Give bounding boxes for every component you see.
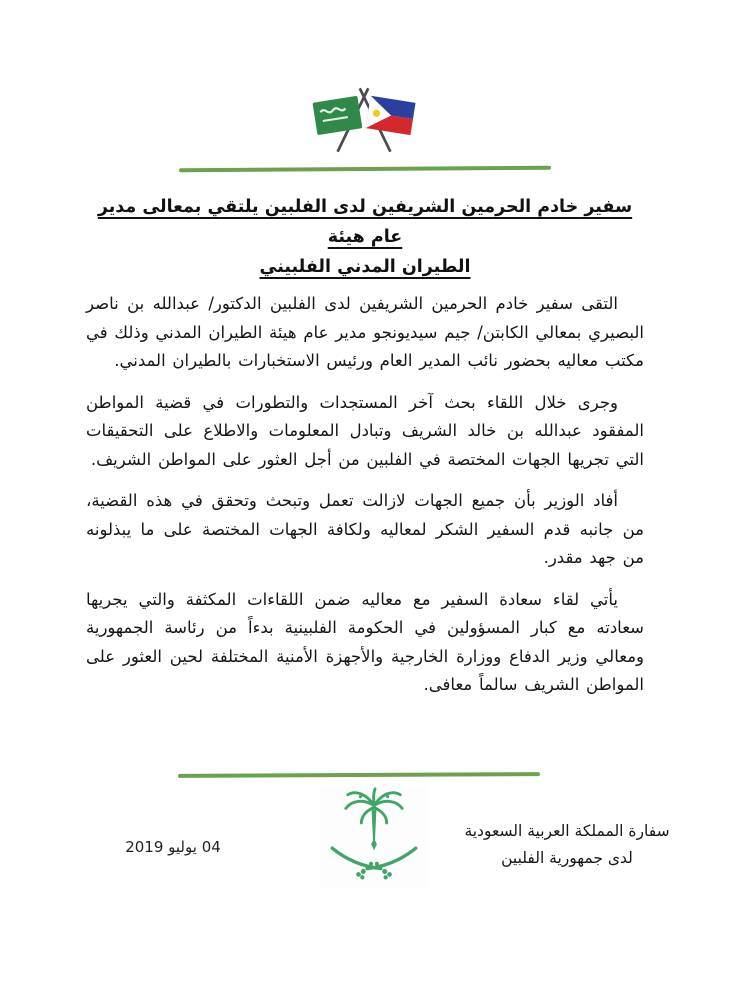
palm-trunk: [371, 809, 377, 850]
paragraph-1: التقى سفير خادم الحرمين الشريفين لدى الفلبين الدكتور/ عبدالله بن ناصر البصيري بمعالي الكابتن/ جيم سيديونجو مدير عام هيئة الطيران المدني وذلك في مكتب معاليه بحضور نائب المدير العام ورئيس الاستخبارات بالطيران المدني.: [86, 294, 644, 370]
saudi-emblem-icon: [320, 786, 428, 888]
philippines-flag-icon: [366, 96, 416, 135]
article-title-line1: سفير خادم الحرمين الشريفين لدى الفلبين يلتقي بمعالى مدير عام هيئة: [97, 197, 633, 247]
article-body: [86, 290, 644, 713]
paragraph-3: أفاد الوزير بأن جميع الجهات لازالت تعمل وتبحث وتحقق في هذه القضية، من جانبه قدم السفير الشكر لمعاليه ولكافة الجهات المختصة على ما يبذلونه من جهد مقدر.: [86, 491, 644, 567]
saudi-flag-icon: [312, 96, 362, 135]
embassy-name: [452, 818, 682, 872]
article-title-line2: الطيران المدني الفلبيني: [259, 257, 471, 277]
paragraph-2: وجرى خلال اللقاء بحث آخر المستجدات والتطورات في قضية المواطن المفقود عبدالله بن خالد الشريف وتبادل المعلومات والاطلاع على التحقيقات التي تجريها الجهات المختصة في الفلبين من أجل العثور على المواطن الشريف.: [86, 392, 644, 469]
embassy-name-line1: سفارة المملكة العربية السعودية: [464, 822, 670, 840]
article-title: [84, 192, 646, 282]
saudi-philippines-flags-icon: [305, 82, 423, 158]
crossed-swords-icon: [332, 848, 416, 879]
top-divider: [179, 166, 551, 173]
bottom-divider: [178, 772, 540, 778]
date-label: 04 يوليو 2019: [125, 838, 221, 856]
paragraph-4: يأتي لقاء سعادة السفير مع معاليه ضمن اللقاءات المكثفة والتي يجريها سعادته مع كبار المسؤولين في الحكومة الفلبينية بدءاً من رئاسة الجمهورية ومعالي وزير الدفاع ووزارة الخارجية والأجهزة الأمنية المختلفة لحين العثور على المواطن الشريف سالماً معافى.: [86, 589, 644, 694]
embassy-name-line2: لدى جمهورية الفلبين: [501, 849, 633, 867]
